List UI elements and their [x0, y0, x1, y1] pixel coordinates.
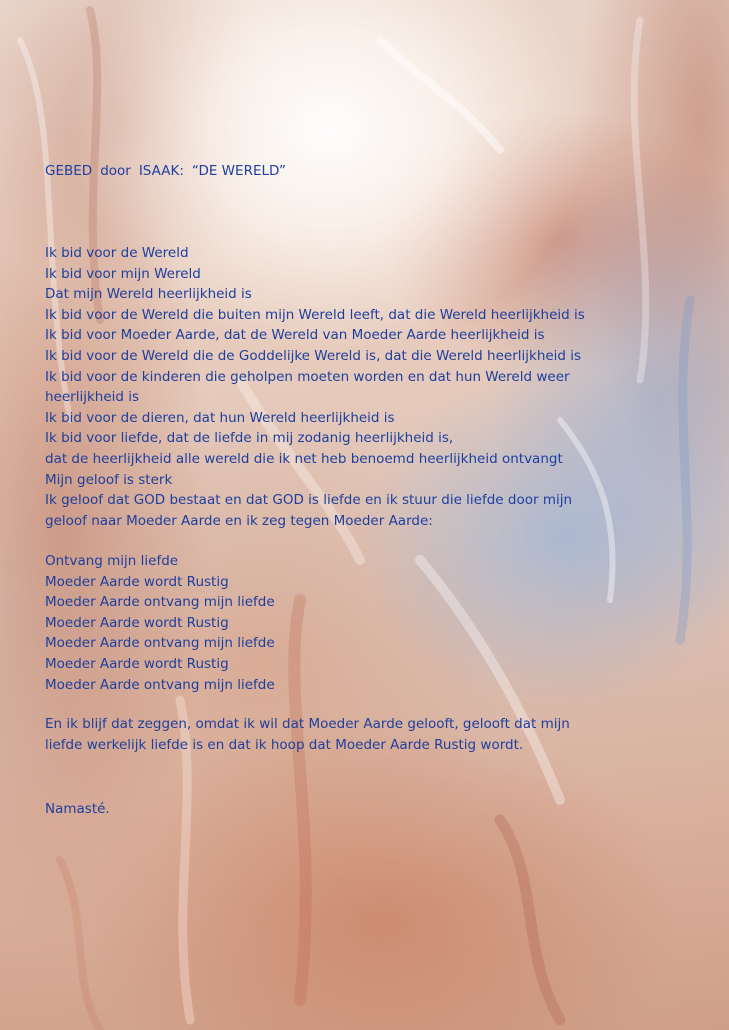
closing-line: En ik blijf dat zeggen, omdat ik wil dat Moeder Aarde gelooft, gelooft dat mijn	[45, 716, 570, 732]
document-title	[45, 162, 286, 181]
prayer-line: Ik geloof dat GOD bestaat en dat GOD is liefde en ik stuur die liefde door mijn	[45, 492, 573, 509]
refrain-line: Moeder Aarde wordt Rustig	[45, 655, 229, 672]
refrain-line: Moeder Aarde ontvang mijn liefde	[45, 594, 275, 611]
prayer-line: Ik bid voor de dieren, dat hun Wereld heerlijkheid is	[45, 409, 395, 426]
prayer-refrain-block	[45, 551, 275, 695]
refrain-line: Moeder Aarde ontvang mijn liefde	[45, 635, 275, 652]
prayer-line: Ik bid voor de Wereld	[45, 245, 189, 261]
title-word-gebed: GEBED	[45, 163, 93, 179]
prayer-line: geloof naar Moeder Aarde en ik zeg tegen Moeder Aarde:	[45, 512, 433, 529]
prayer-line: Ik bid voor de Wereld die de Goddelijke Wereld is, dat die Wereld heerlijkheid is	[45, 347, 582, 364]
refrain-line: Moeder Aarde wordt Rustig	[45, 614, 229, 631]
prayer-main-block	[45, 243, 585, 531]
prayer-closing-block	[45, 714, 570, 755]
signoff: Namasté.	[45, 801, 110, 817]
refrain-line: Moeder Aarde ontvang mijn liefde	[45, 676, 275, 693]
prayer-line: Dat mijn Wereld heerlijkheid is	[45, 286, 252, 303]
prayer-line: Ik bid voor liefde, dat de liefde in mij zodanig heerlijkheid is,	[45, 430, 454, 447]
title-word-de-wereld: “DE WERELD”	[191, 163, 287, 179]
prayer-line: Ik bid voor de Wereld die buiten mijn Wereld leeft, dat die Wereld heerlijkheid is	[45, 306, 585, 323]
prayer-line: Ik bid voor de kinderen die geholpen moeten worden en dat hun Wereld weer	[45, 368, 570, 385]
closing-line: liefde werkelijk liefde is en dat ik hoop dat Moeder Aarde Rustig wordt.	[45, 736, 524, 753]
refrain-line: Ontvang mijn liefde	[45, 553, 179, 569]
prayer-line: heerlijkheid is	[45, 389, 140, 406]
title-word-isaak: ISAAK:	[138, 163, 184, 179]
prayer-line: Ik bid voor mijn Wereld	[45, 265, 201, 282]
title-word-door: door	[100, 163, 131, 179]
prayer-line: Ik bid voor Moeder Aarde, dat de Wereld van Moeder Aarde heerlijkheid is	[45, 327, 545, 344]
prayer-line: Mijn geloof is sterk	[45, 471, 173, 488]
prayer-line: dat de heerlijkheid alle wereld die ik net heb benoemd heerlijkheid ontvangt	[45, 450, 563, 467]
refrain-line: Moeder Aarde wordt Rustig	[45, 573, 229, 590]
